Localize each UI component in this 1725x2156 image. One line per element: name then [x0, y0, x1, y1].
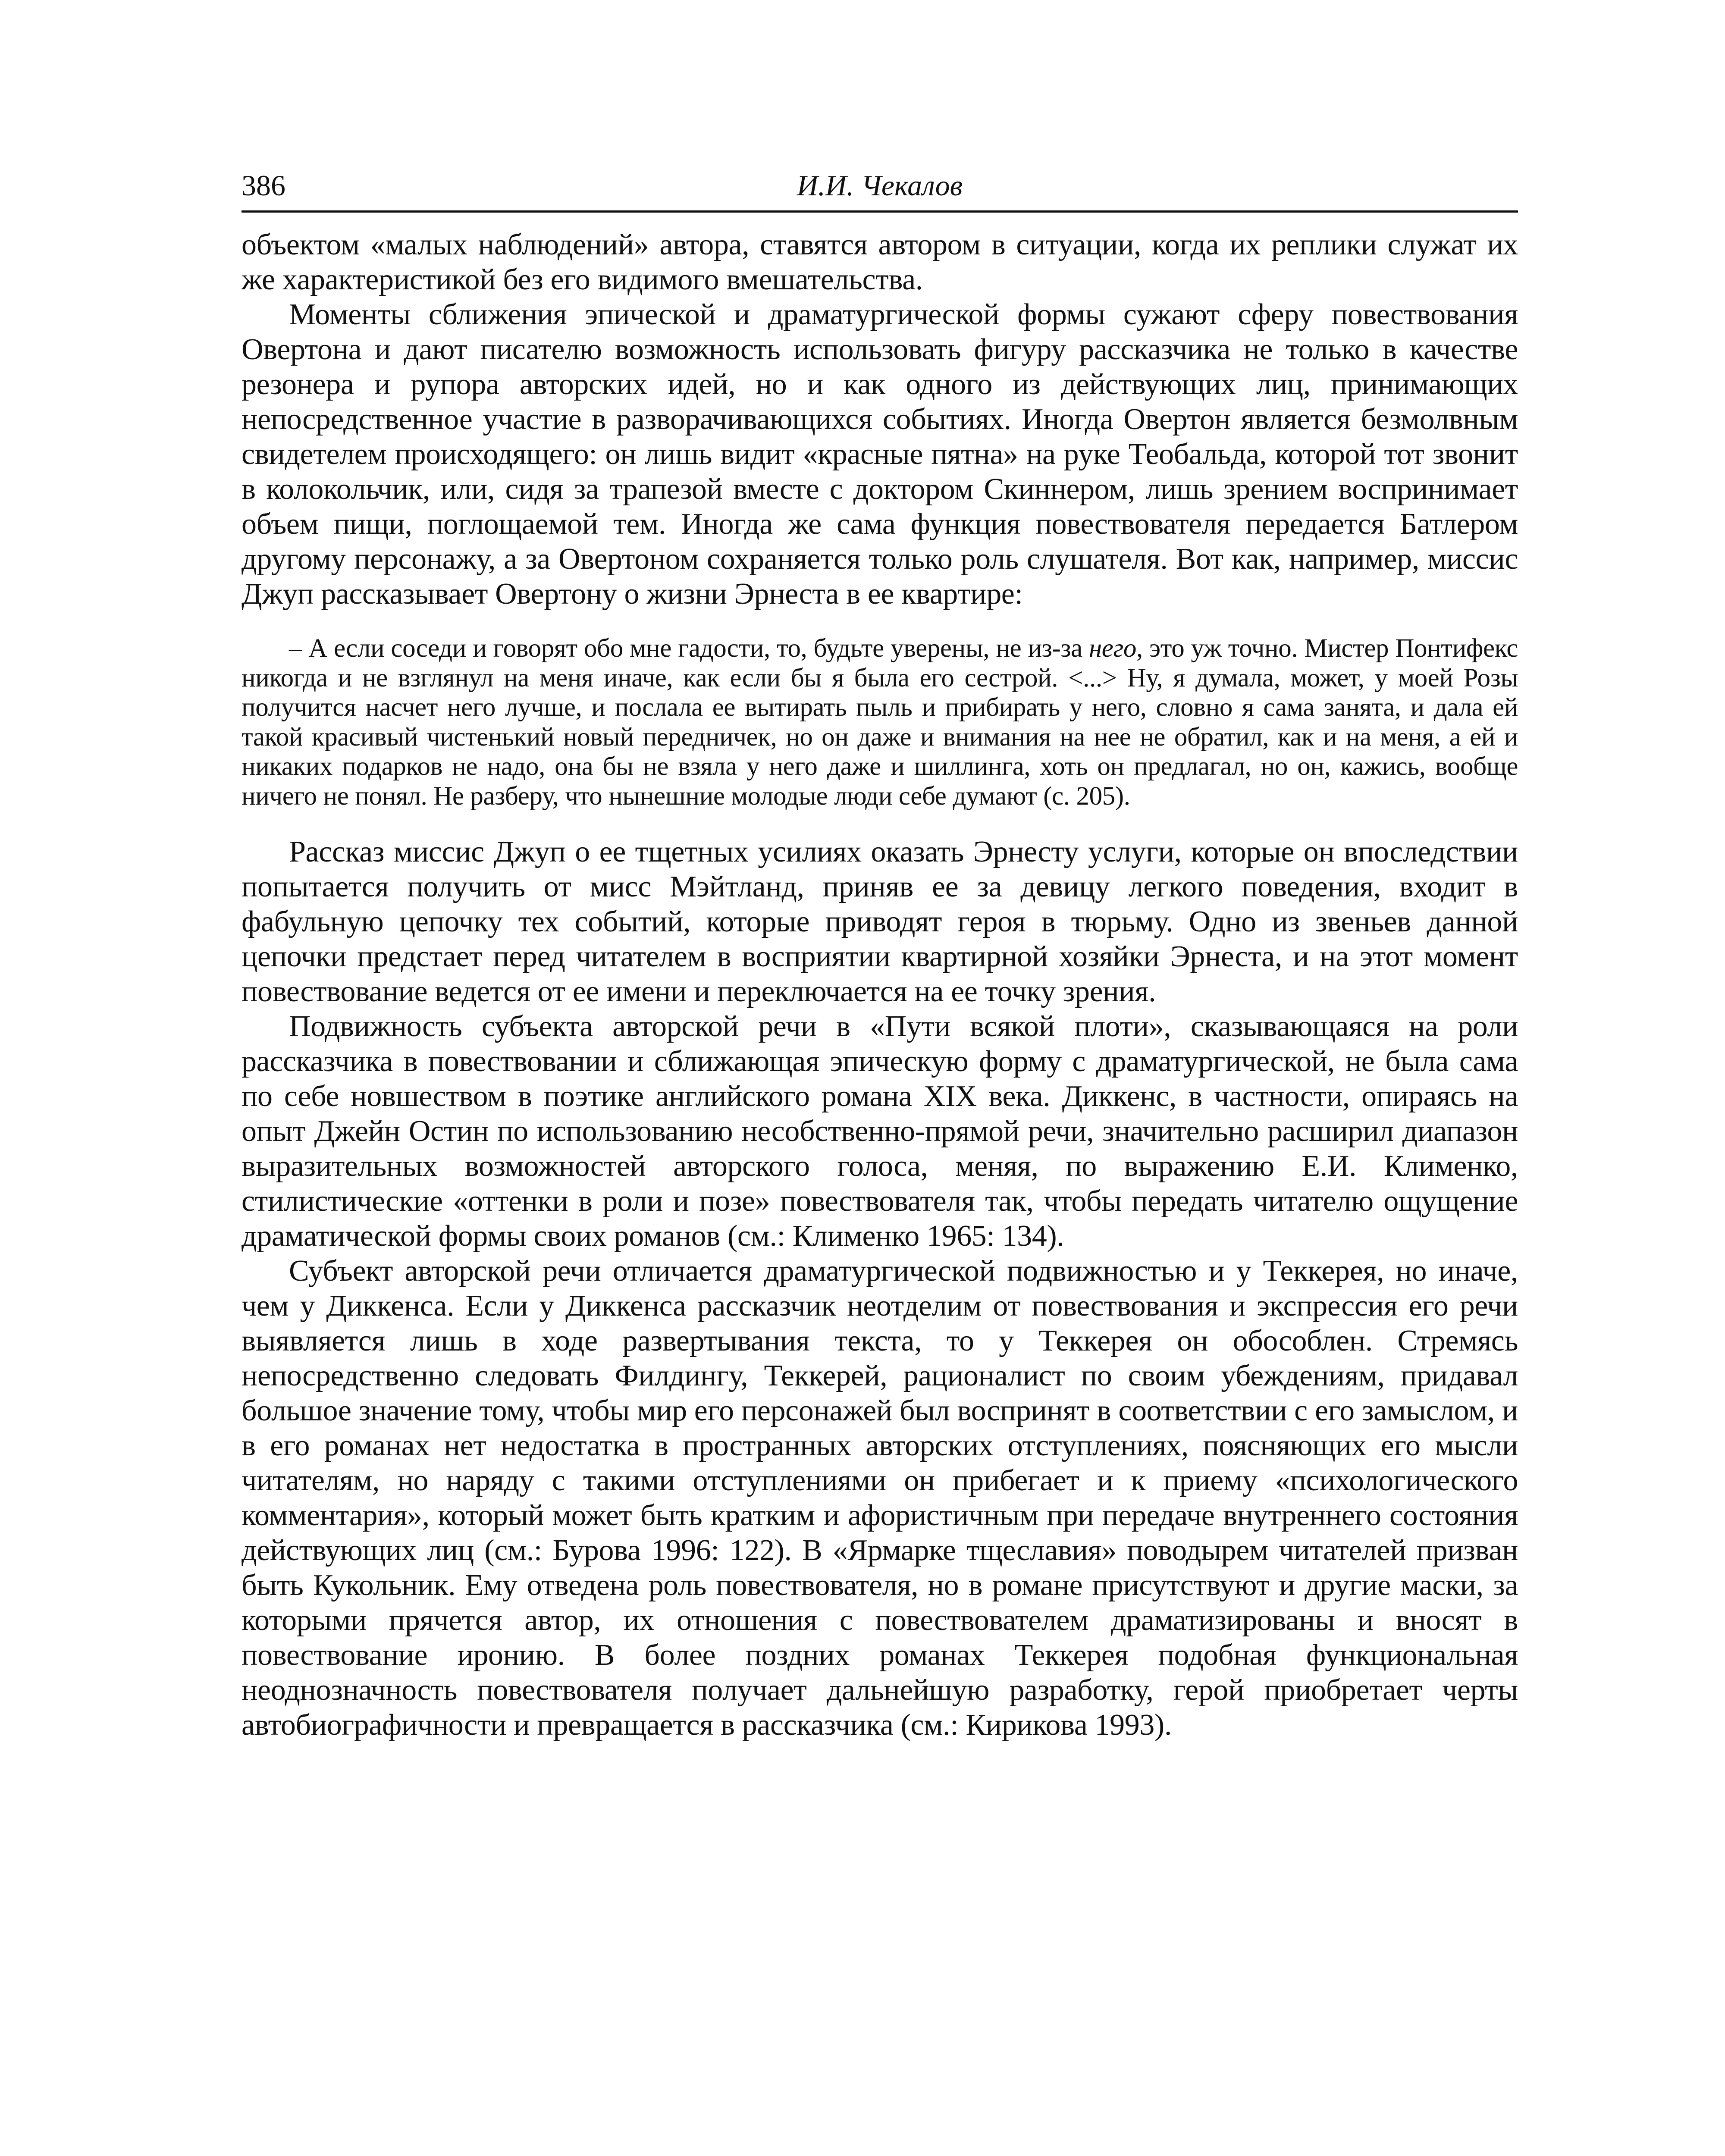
quote-text: , это уж точно. Мистер Понтифекс никогда и не взглянул на меня иначе, как если бы я была его сестрой. <...> Ну, я думала, может, у моей Розы получится насчет него лучше, и послала ее вытирать пыль и прибирать у него, словно я сама занята, и дала ей такой красивый чистенький новый передничек, но он даже и внимания на нее не обратил, как и на меня, а ей и никаких подарков не надо, она бы не взяла у него даже и шиллинга, хоть он предлагал, но он, кажись, вообще ничего не понял. Не разберу, что нынешние молодые люди себе думают (с. 205). — [242, 634, 1518, 811]
paragraph: Подвижность субъекта авторской речи в «Пути всякой плоти», сказывающаяся на роли рассказчика в повествовании и сближающая эпическую форму с драматургической, не была сама по себе новшеством в поэтике английского романа XIX века. Диккенс, в частности, опираясь на опыт Джейн Остин по использованию несобственно-прямой речи, значительно расширил диапазон выразительных возможностей авторского голоса, меняя, по выражению Е.И. Клименко, стилистические «оттенки в роли и позе» повествователя так, чтобы передать читателю ощущение драматической формы своих романов (см.: Клименко 1965: 134). — [242, 1010, 1518, 1253]
paragraph-continuation: объектом «малых наблюдений» автора, ставятся автором в ситуации, когда их реплики служат их же характеристикой без его видимого вмешательства. — [242, 228, 1518, 296]
paragraph: Моменты сближения эпической и драматургической формы сужают сферу повествования Овертона и дают писателю возможность использовать фигуру рассказчика не только в качестве резонера и рупора авторских идей, но и как одного из действующих лиц, принимающих непосредственное участие в разворачивающихся событиях. Иногда Овертон является безмолвным свидетелем происходящего: он лишь видит «красные пятна» на руке Теобальда, которой тот звонит в колокольчик, или, сидя за трапезой вместе с доктором Скиннером, лишь зрением воспринимает объем пищи, поглощаемой тем. Иногда же сама функция повествователя передается Батлером другому персонажу, а за Овертоном сохраняется только роль слушателя. Вот как, например, миссис Джуп рассказывает Овертону о жизни Эрнеста в ее квартире: — [242, 298, 1518, 611]
document-page — [242, 164, 1518, 1742]
header-rule — [242, 210, 1518, 213]
paragraph: Рассказ миссис Джуп о ее тщетных усилиях оказать Эрнесту услуги, которые он впоследствии попытается получить от мисс Мэйтланд, приняв ее за девицу легкого поведения, входит в фабульную цепочку тех событий, которые приводят героя в тюрьму. Одно из звеньев данной цепочки предстает перед читателем в восприятии квартирной хозяйки Эрнеста, и на этот момент повествование ведется от ее имени и переключается на ее точку зрения. — [242, 835, 1518, 1008]
running-head-author: И.И. Чекалов — [797, 169, 963, 202]
body-text — [242, 227, 1518, 1742]
paragraph: Субъект авторской речи отличается драматургической подвижностью и у Теккерея, но иначе, чем у Диккенса. Если у Диккенса рассказчик неотделим от повествования и экспрессия его речи выявляется лишь в ходе развертывания текста, то у Теккерея он обособлен. Стремясь непосредственно следовать Филдингу, Теккерей, рационалист по своим убеждениям, придавал большое значение тому, чтобы мир его персонажей был воспринят в соответствии с его замыслом, и в его романах нет недостатка в пространных авторских отступлениях, поясняющих его мысли читателям, но наряду с такими отступлениями он прибегает и к приему «психологического комментария», который может быть кратким и афористичным при передаче внутреннего состояния действующих лиц (см.: Бурова 1996: 122). В «Ярмарке тщеславия» поводырем читателей призван быть Кукольник. Ему отведена роль повествователя, но в романе присутствуют и другие маски, за которыми прячется автор, их отношения с повествователем драматизированы и вносят в повествование иронию. В более поздних романах Теккерея подобная функциональная неоднозначность повествователя получает дальнейшую разработку, герой приобретает черты автобиографичности и превращается в рассказчика (см.: Кирикова 1993). — [242, 1254, 1518, 1742]
quote-text: – А если соседи и говорят обо мне гадости, то, будьте уверены, не из-за — [289, 634, 1089, 663]
quote-emphasis: него — [1088, 634, 1136, 663]
block-quote — [242, 634, 1518, 811]
page-number: 386 — [242, 169, 285, 202]
running-head — [242, 164, 1518, 207]
